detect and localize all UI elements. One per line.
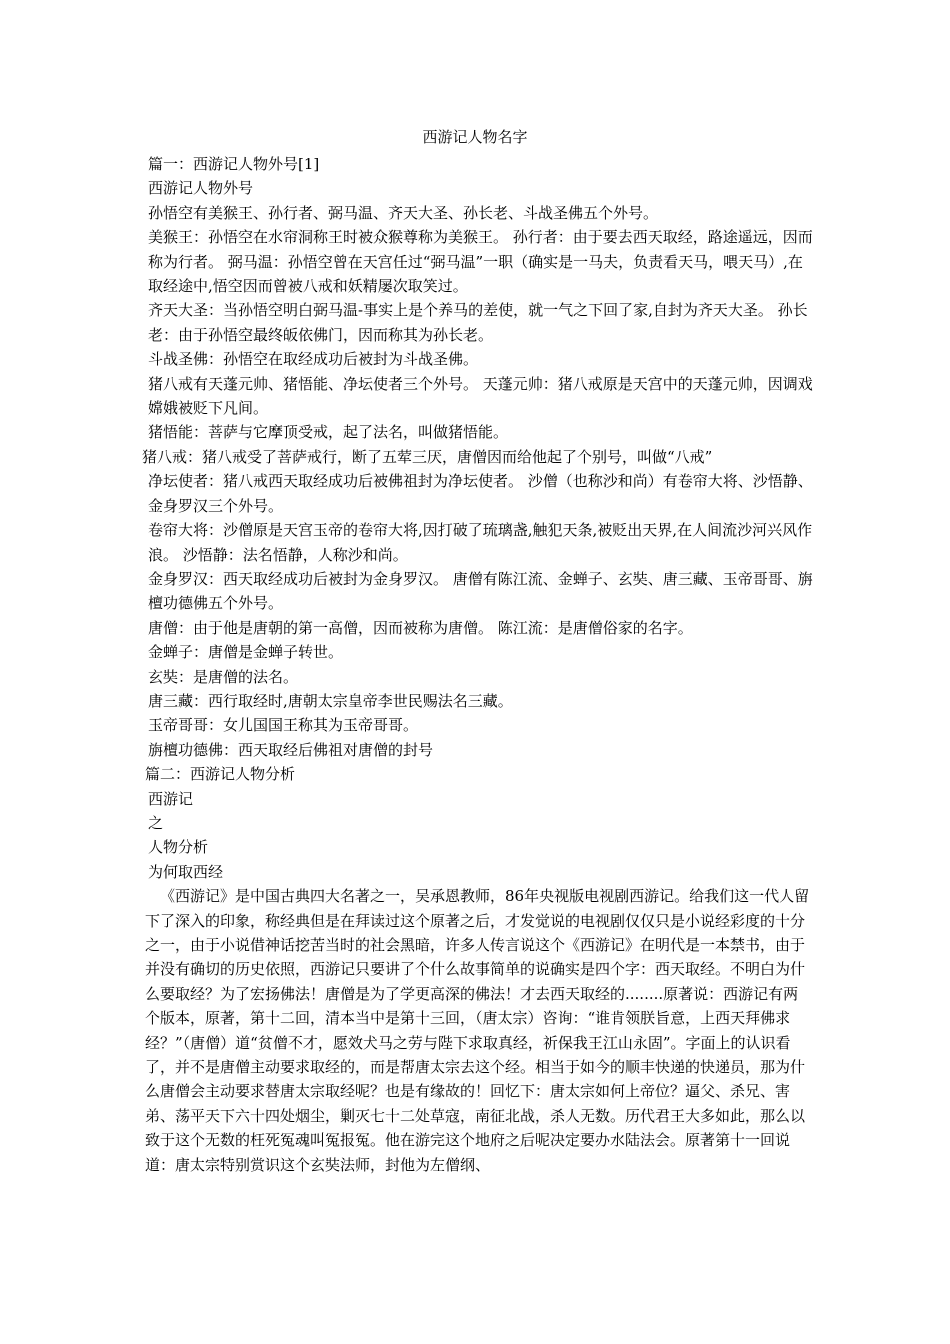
paragraph: 旃檀功德佛：西天取经后佛祖对唐僧的封号 xyxy=(148,740,434,759)
paragraph: 猪八戒：猪八戒受了菩萨戒行，断了五荤三厌，唐僧因而给他起了个别号，叫做“八戒” xyxy=(142,447,713,466)
paragraph: 金蝉子：唐僧是金蝉子转世。 xyxy=(148,643,344,662)
paragraph: 美猴王：孙悟空在水帘洞称王时被众猴尊称为美猴王。 孙行者：由于要去西天取经，路途遥远，因而称为行者。 弼马温：孙悟空曾在天宫任过“弼马温”一职（确实是一马夫，负责看天马，喂天马）,在取经途中,悟空因而曾被八戒和妖精屡次取笑过。 xyxy=(148,228,813,296)
paragraph: 《西游记》是中国古典四大名著之一，吴承恩教师，86年央视版电视剧西游记。给我们这一代人留下了深入的印象，称经典但是在拜读过这个原著之后，才发觉说的电视剧仅仅只是小说经彩度的十分之一，由于小说借神话挖苦当时的社会黑暗，许多人传言说这个《西游记》在明代是一本禁书，由于并没有确切的历史依照，西游记只要讲了个什么故事简单的说确实是四个字：西天取经。不明白为什么要取经？为了宏扬佛法！唐僧是为了学更高深的佛法！才去西天取经的........原著说：西游记有两个版本，原著，第十二回，清本当中是第十三回，（唐太宗）咨询：“谁肯领朕旨意，上西天拜佛求经？”（唐僧）道“贫僧不才，愿效犬马之劳与陛下求取真经，祈保我王江山永固”。字面上的认识看了，并不是唐僧主动要求取经的，而是帮唐太宗去这个经。相当于如今的顺丰快递的快递员，那为什么唐僧会主动要求替唐太宗取经呢？也是有缘故的！回忆下：唐太宗如何上帝位？逼父、杀兄、害弟、荡平天下六十四处烟尘，剿灭七十二处草寇，南征北战，杀人无数。历代君王大多如此，那么以致于这个无数的枉死冤魂叫冤报冤。他在游完这个地府之后呢决定要办水陆法会。原著第十一回说道：唐太宗特别赏识这个玄奘法师，封他为左僧纲、 xyxy=(145,887,810,1174)
paragraph: 唐僧：由于他是唐朝的第一高僧，因而被称为唐僧。 陈江流：是唐僧俗家的名字。 xyxy=(148,618,693,637)
paragraph: 之 xyxy=(148,813,164,832)
paragraph: 卷帘大将：沙僧原是天宫玉帝的卷帘大将,因打破了琉璃盏,触犯天条,被贬出天界,在人间流沙河兴风作浪。 沙悟静：法名悟静，人称沙和尚。 xyxy=(148,521,813,564)
document-body xyxy=(142,152,813,1177)
paragraph: 斗战圣佛：孙悟空在取经成功后被封为斗战圣佛。 xyxy=(148,350,479,369)
paragraph: 篇一：西游记人物外号[1] xyxy=(148,155,320,173)
paragraph: 猪八戒有天蓬元帅、猪悟能、净坛使者三个外号。 天蓬元帅：猪八戒原是天宫中的天蓬元帅，因调戏嫦娥被贬下凡间。 xyxy=(148,374,813,418)
paragraph: 玉帝哥哥：女儿国国王称其为玉帝哥哥。 xyxy=(148,716,419,735)
paragraph: 孙悟空有美猴王、孙行者、弼马温、齐天大圣、孙长老、斗战圣佛五个外号。 xyxy=(148,203,659,222)
paragraph: 西游记 xyxy=(148,789,194,808)
page-title: 西游记人物名字 xyxy=(422,128,528,146)
paragraph: 净坛使者：猪八戒西天取经成功后被佛祖封为净坛使者。 沙僧（也称沙和尚）有卷帘大将、沙悟静、金身罗汉三个外号。 xyxy=(148,472,813,515)
paragraph: 玄奘：是唐僧的法名。 xyxy=(148,667,299,686)
paragraph: 金身罗汉：西天取经成功后被封为金身罗汉。 唐僧有陈江流、金蝉子、玄奘、唐三藏、玉帝哥哥、旃檀功德佛五个外号。 xyxy=(148,569,813,613)
paragraph: 人物分析 xyxy=(148,838,209,857)
paragraph: 为何取西经 xyxy=(148,862,224,881)
paragraph: 西游记人物外号 xyxy=(148,179,254,198)
paragraph: 猪悟能：菩萨与它摩顶受戒，起了法名，叫做猪悟能。 xyxy=(148,423,509,442)
paragraph: 唐三藏：西行取经时,唐朝太宗皇帝李世民赐法名三藏。 xyxy=(148,691,513,710)
paragraph: 篇二：西游记人物分析 xyxy=(145,765,296,784)
paragraph: 齐天大圣：当孙悟空明白弼马温-事实上是个养马的差使，就一气之下回了家,自封为齐天大圣。 孙长老：由于孙悟空最终皈依佛门，因而称其为孙长老。 xyxy=(148,301,808,344)
